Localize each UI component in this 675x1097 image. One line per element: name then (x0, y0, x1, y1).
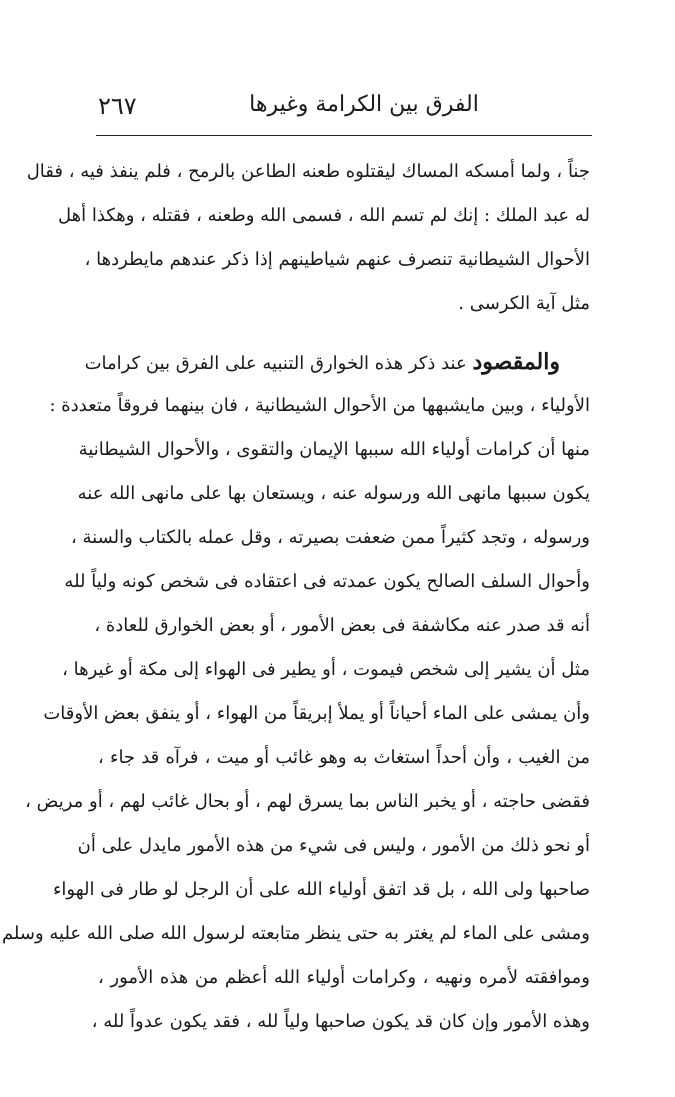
page-number: ٢٦٧ (98, 92, 137, 120)
running-title: الفرق بين الكرامة وغيرها (249, 92, 479, 117)
text-line: ورسوله ، وتجد كثيراً ممن ضعفت بصيرته ، وقل عمله بالكتاب والسنة ، (70, 527, 590, 548)
text-line: وهذه الأمور وإن كان قد يكون صاحبها ولياً لله ، فقد يكون عدواً لله ، (91, 1011, 590, 1032)
text-line: مثل أن يشير إلى شخص فيموت ، أو يطير فى الهواء إلى مكة أو غيرها ، (62, 659, 590, 680)
text-line: الأحوال الشيطانية تنصرف عنهم شياطينهم إذا ذكر عندهم مايطردها ، (84, 249, 590, 270)
text-line: صاحبها ولى الله ، بل قد اتفق أولياء الله على أن الرجل لو طار فى الهواء (52, 879, 590, 900)
text-line: ومشى على الماء لم يغتر به حتى ينظر متابعته لرسول الله صلى الله عليه وسلم (1, 923, 590, 944)
text-line: وأن يمشى على الماء أحياناً أو يملأ إبريقاً من الهواء ، أو ينفق بعض الأوقات (43, 703, 590, 724)
text-line: يكون سببها مانهى الله ورسوله عنه ، ويستعان بها على مانهى الله عنه (77, 483, 590, 504)
text-line: عند ذكر هذه الخوارق التنبيه على الفرق بين كرامات (84, 353, 467, 374)
text-line: من الغيب ، وأن أحداً استغاث به وهو غائب أو ميت ، فرآه قد جاء ، (98, 747, 590, 768)
text-line: مثل آية الكرسى . (458, 293, 590, 314)
lead-word: والمقصود (472, 349, 560, 375)
page-header (98, 88, 590, 128)
paragraph-gap (98, 326, 590, 340)
body-text (1, 150, 590, 1044)
header-rule (96, 135, 592, 136)
text-line: الأولياء ، وبين مايشبهها من الأحوال الشيطانية ، فان بينهما فروقاً متعددة : (49, 395, 590, 416)
text-line: أو نحو ذلك من الأمور ، وليس فى شيء من هذه الأمور مايدل على أن (77, 835, 590, 856)
text-line: وموافقته لأمره ونهيه ، وكرامات أولياء الله أعظم من هذه الأمور ، (98, 967, 590, 988)
text-line: جناً ، ولما أمسكه المساك ليقتلوه طعنه الطاعن بالرمح ، فلم ينفذ فيه ، فقال (26, 161, 590, 182)
text-line: منها أن كرامات أولياء الله سببها الإيمان والتقوى ، والأحوال الشيطانية (78, 439, 590, 460)
text-line: له عبد الملك : إنك لم تسم الله ، فسمى الله وطعنه ، فقتله ، وهكذا أهل (57, 205, 590, 226)
text-line: فقضى حاجته ، أو يخبر الناس بما يسرق لهم ، أو بحال غائب لهم ، أو مريض ، (25, 791, 590, 812)
text-line: أنه قد صدر عنه مكاشفة فى بعض الأمور ، أو بعض الخوارق للعادة ، (94, 615, 590, 636)
paragraph-first-line (84, 340, 590, 384)
text-line: وأحوال السلف الصالح يكون عمدته فى اعتقاده فى شخص كونه ولياً لله (64, 571, 590, 592)
